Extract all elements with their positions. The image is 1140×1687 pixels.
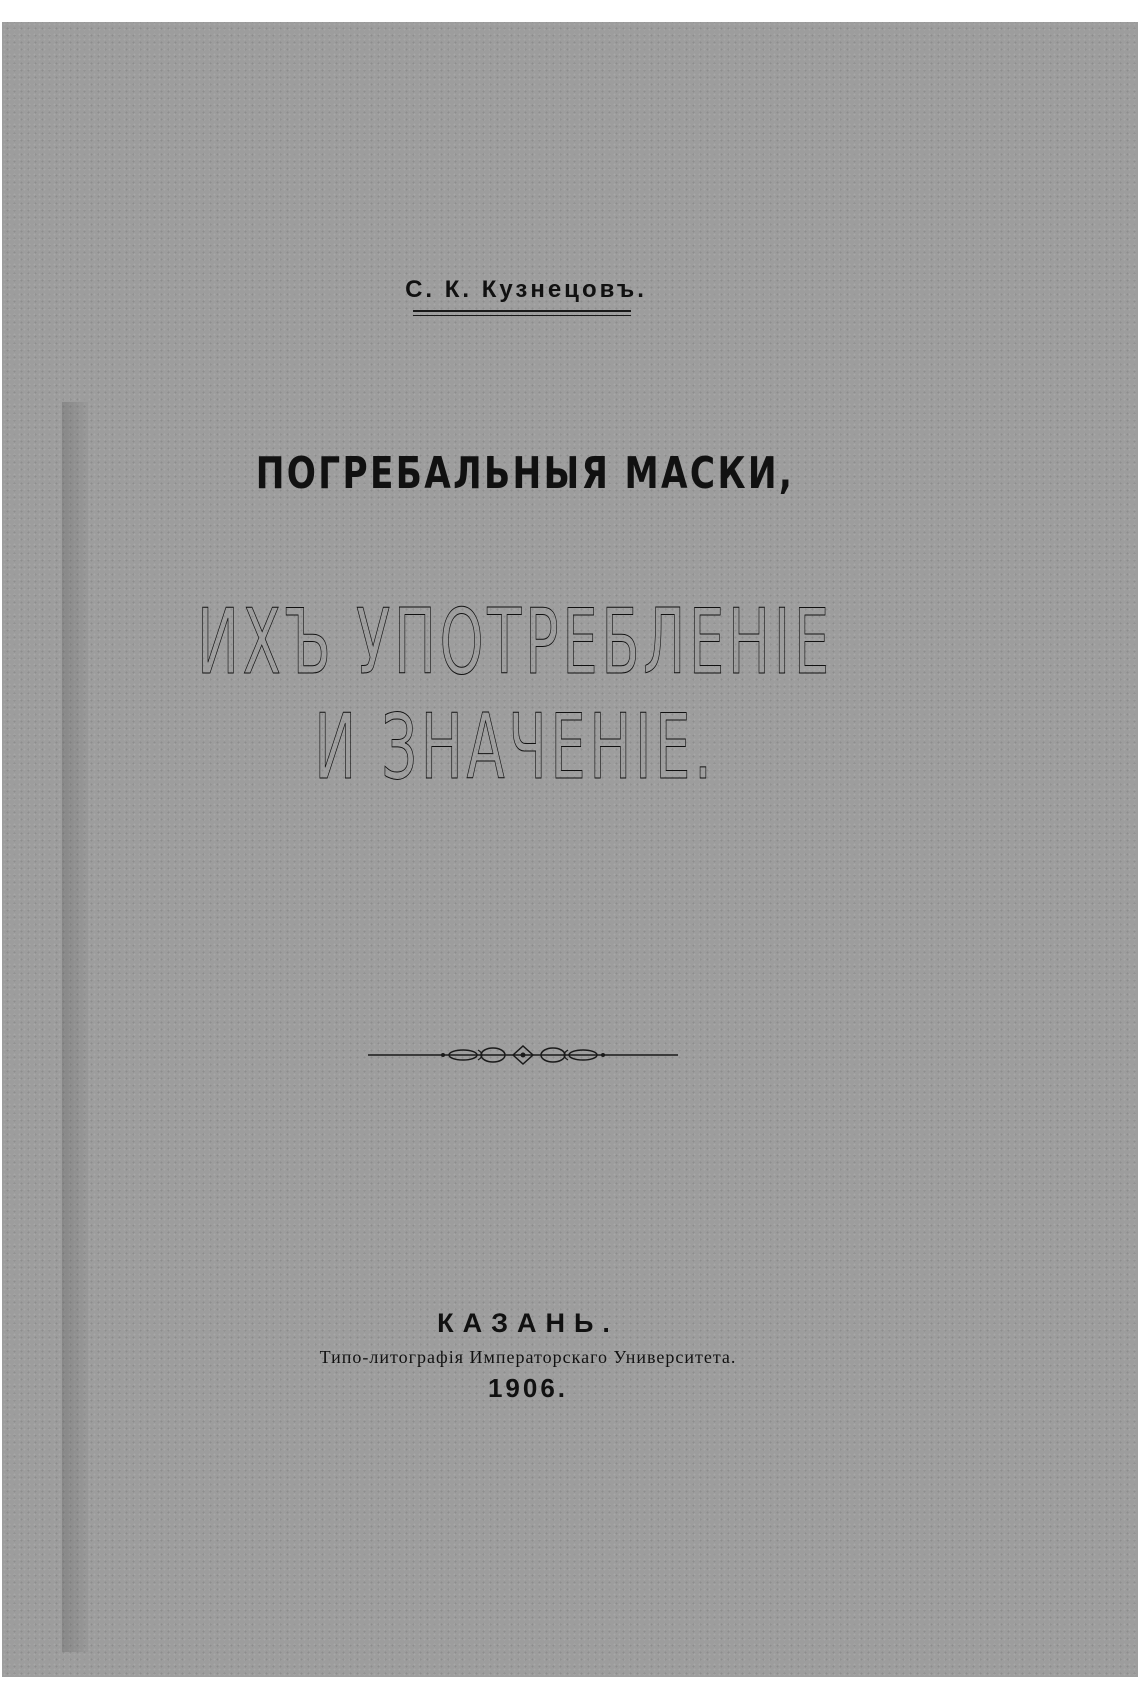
printer-name: Типо-литографія Императорскаго Университета. [319,1347,737,1367]
author-underline-thin [413,315,631,316]
spine-stain [62,402,88,1652]
publication-year: 1906. [487,1373,569,1403]
title-line-1: ПОГРЕБАЛЬНЫЯ МАСКИ, [255,448,795,499]
author-underline [413,310,631,312]
publication-place: КАЗАНЬ. [437,1308,619,1338]
book-cover [2,22,1138,1677]
author-name: С. К. Кузнецовъ. [405,276,647,303]
title-line-2: ИХЪ УПОТРЕБЛЕНІЕ И ЗНАЧЕНІЕ. [197,590,833,800]
ornamental-divider [368,1040,678,1070]
